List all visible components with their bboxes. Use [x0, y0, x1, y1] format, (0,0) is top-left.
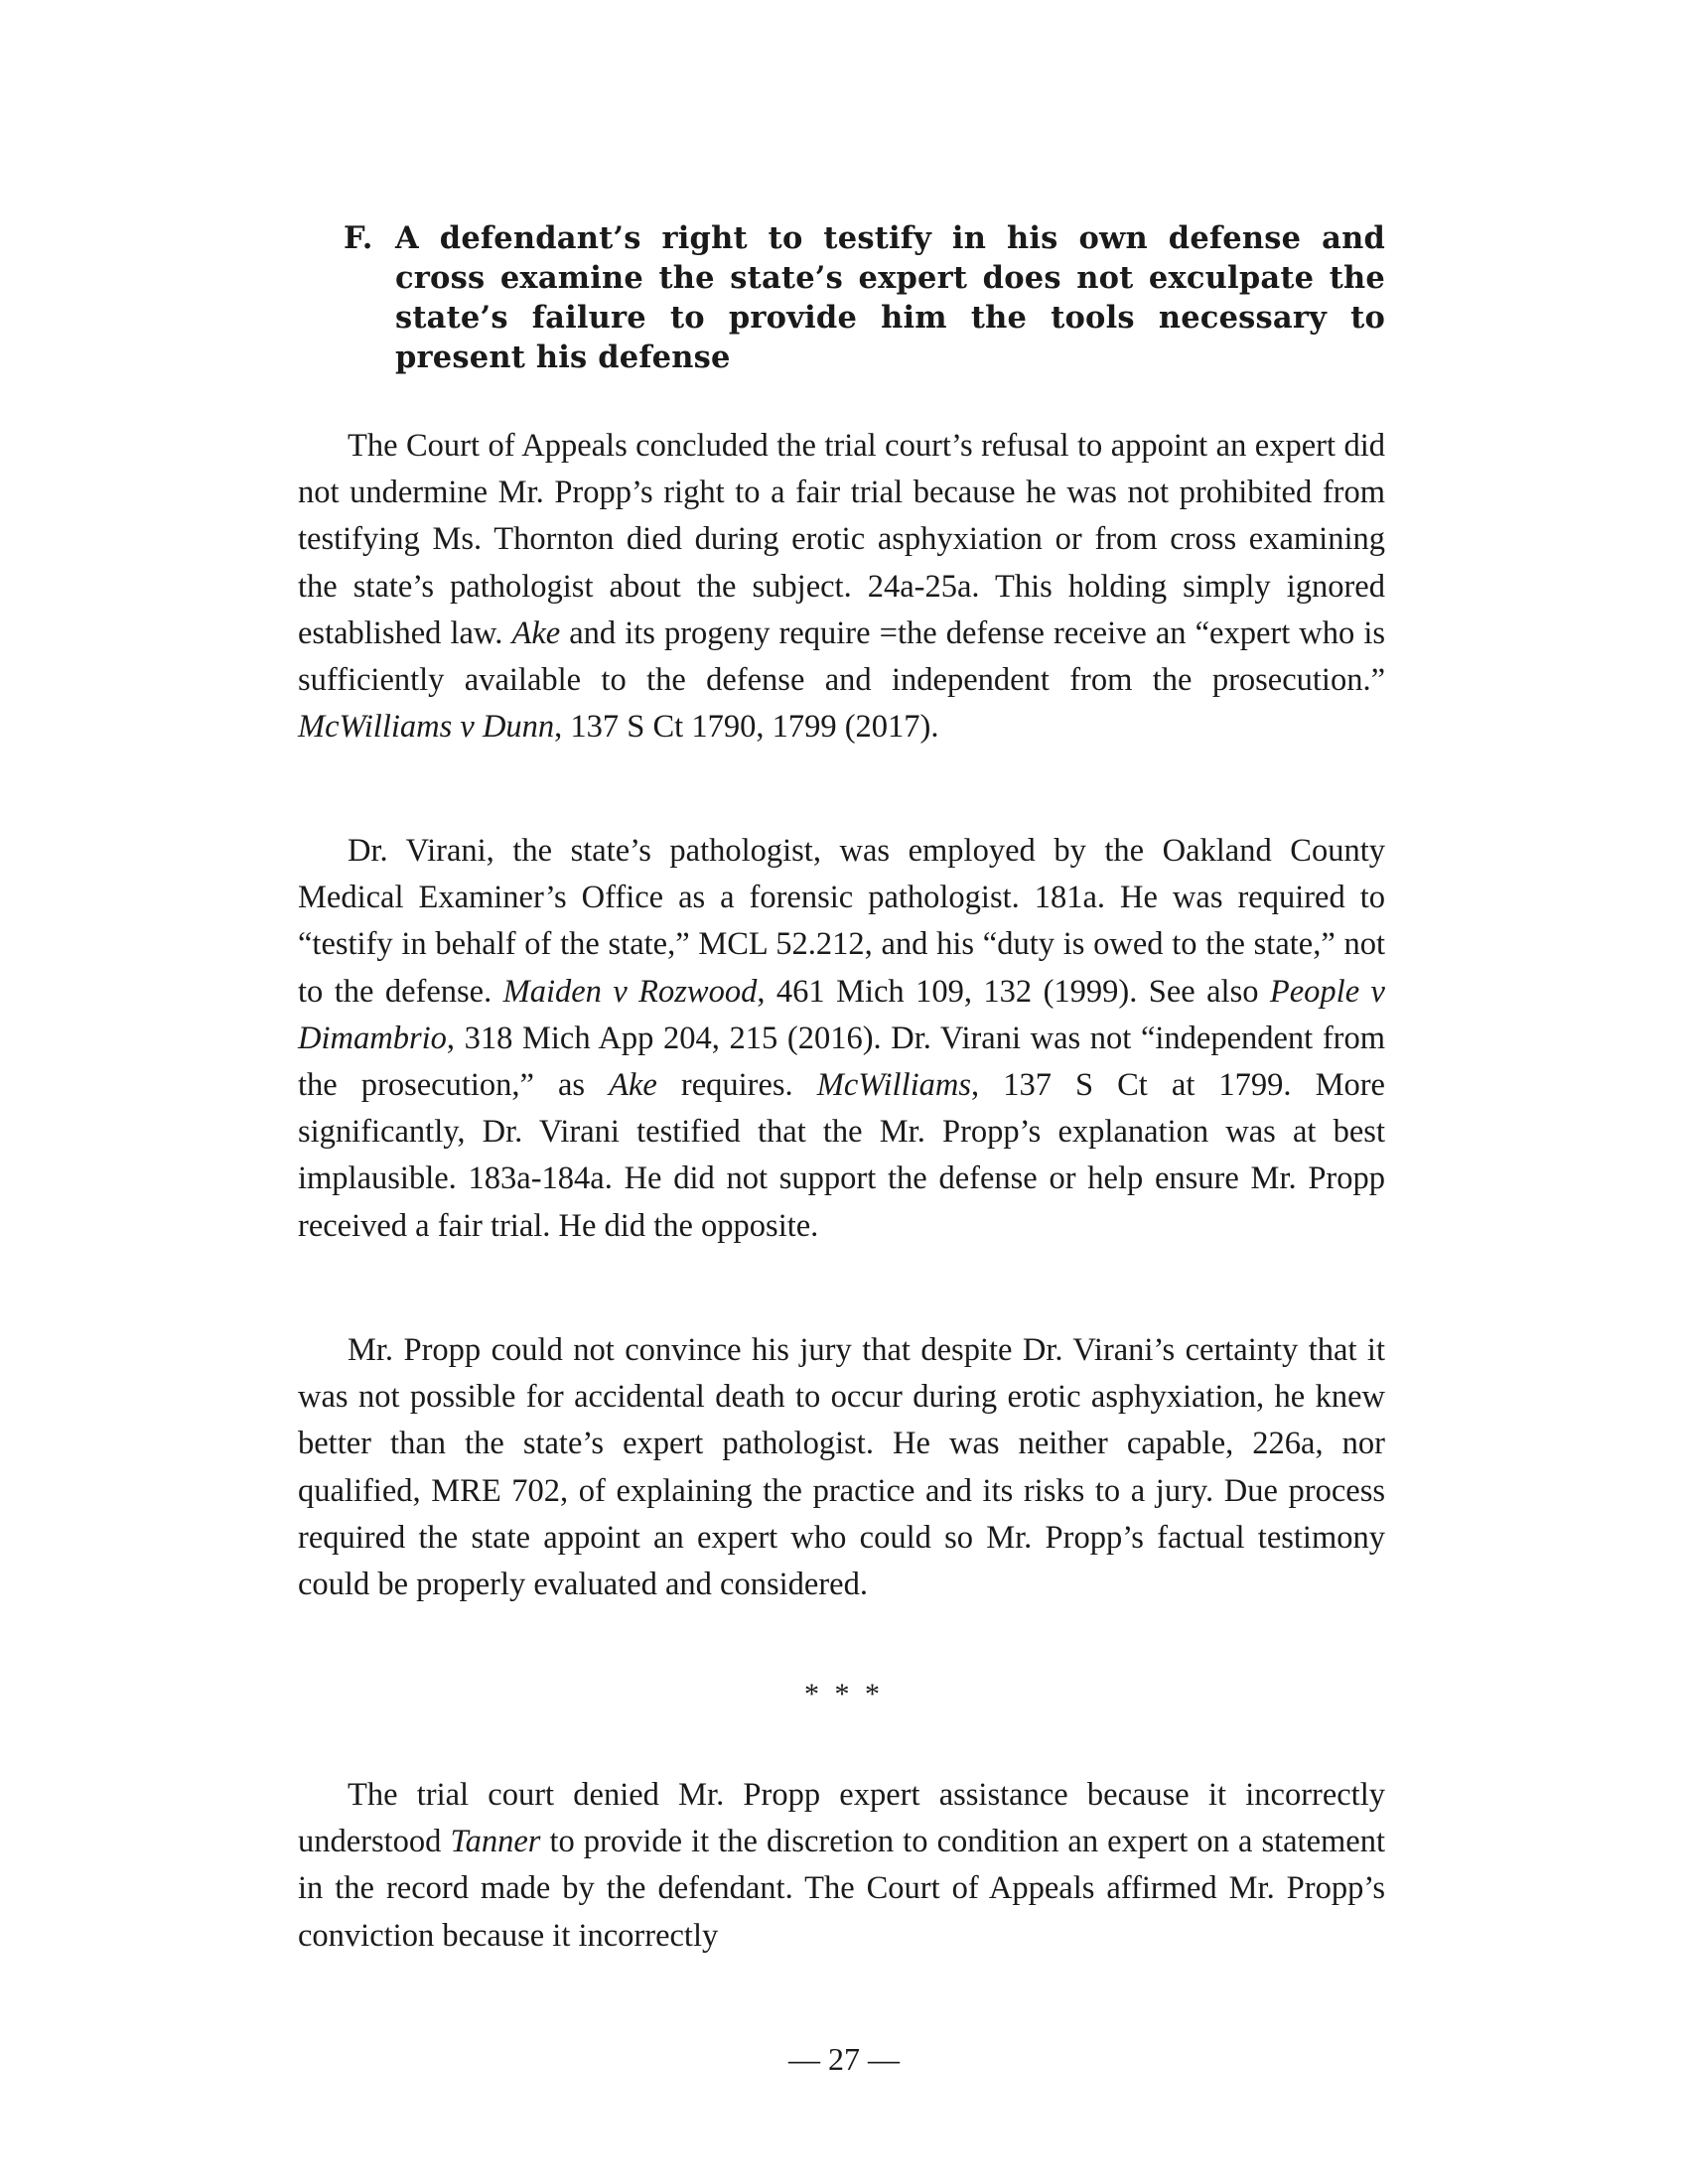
paragraph	[298, 423, 1385, 751]
case-citation: Ake	[609, 1067, 657, 1104]
case-citation: McWilliams	[816, 1067, 972, 1104]
paragraph-text: The Court of Appeals concluded the trial court’s refusal to appoint an expert did not undermine Mr. Propp’s right to a fair trial because he was not prohibited from testifying Ms. Thornton died during erotic asphyxiation or from cross examining the state’s pathologist about the subject. 24a-25a. This holding simply ignored established law.	[298, 428, 1385, 651]
case-citation: Ake	[511, 614, 561, 651]
paragraph	[298, 828, 1385, 1250]
page-number: — 27 —	[788, 2041, 900, 2077]
paragraph	[298, 1772, 1385, 1960]
paragraph-text: , 137 S Ct 1790, 1799 (2017).	[554, 709, 939, 746]
paragraph-text: and its progeny require =the defense receive an “expert who is sufficiently available to the defense and independent from the prosecution.”	[298, 614, 1385, 699]
section-heading-text: A defendant’s right to testify in his own defense and cross examine the state’s expert does not exculpate the state’s failure to provide him the tools necessary to present his defense	[395, 220, 1385, 375]
section-heading	[344, 218, 1385, 377]
section-separator: * * *	[804, 1678, 884, 1710]
paragraph-text: requires.	[656, 1067, 817, 1104]
case-citation: People v Dimambrio	[298, 973, 1385, 1056]
paragraph-text: , 318 Mich App 204, 215 (2016). Dr. Virani was not “independent from the prosecution,” as	[298, 1020, 1385, 1104]
paragraph-text: Mr. Propp could not convince his jury that despite Dr. Virani’s certainty that it was not possible for accidental death to occur during erotic asphyxiation, he knew better than the state’s expert pathologist. He was neither capable, 226a, nor qualified, MRE 702, of explaining the practice and its risks to a jury. Due process required the state appoint an expert who could so Mr. Propp’s factual testimony could be properly evaluated and considered.	[298, 1332, 1385, 1603]
section-letter: F.	[344, 220, 373, 256]
case-citation: Maiden v Rozwood	[502, 973, 758, 1010]
paragraph-text: to provide it the discretion to condition an expert on a statement in the record made by the defendant. The Court of Appeals affirmed Mr. Propp’s conviction because it incorrectly	[298, 1824, 1385, 1954]
paragraph-text: , 137 S Ct at 1799. More significantly, Dr. Virani testified that the Mr. Propp’s explanation was at best implausible. 183a-184a. He did not support the defense or help ensure Mr. Propp received a fair trial. He did the opposite.	[298, 1067, 1385, 1244]
paragraph	[298, 1327, 1385, 1608]
paragraph-text: The trial court denied Mr. Propp expert assistance because it incorrectly understood	[298, 1777, 1385, 1860]
paragraph-text: Dr. Virani, the state’s pathologist, was employed by the Oakland County Medical Examiner’s Office as a forensic pathologist. 181a. He was required to “testify in behalf of the state,” MCL 52.212, and his “duty is owed to the state,” not to the defense.	[298, 833, 1385, 1010]
paragraph-text: , 461 Mich 109, 132 (1999). See also	[757, 973, 1270, 1010]
case-citation: McWilliams v Dunn	[298, 709, 555, 746]
case-citation: Tanner	[450, 1824, 541, 1860]
